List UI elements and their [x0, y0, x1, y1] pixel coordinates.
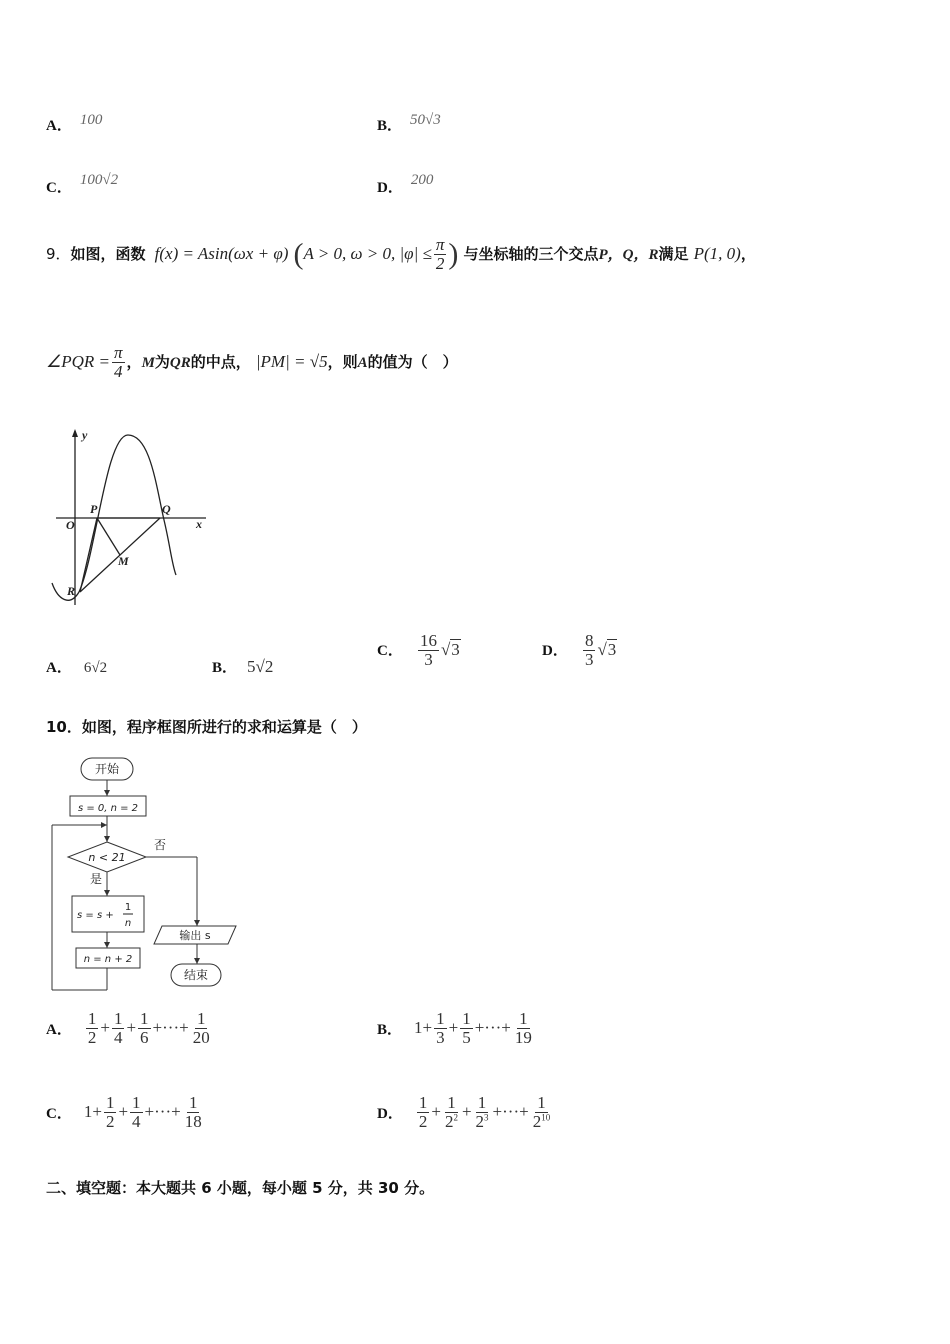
q10-flowchart — [46, 754, 246, 994]
q10-option-a: A． $\frac{1}{2}$ + $\frac{1}{4}$ + $\frac{1}{6}$ +···+ $\frac{1}{20}$ — [46, 1009, 210, 1047]
svg-text:输出 s: 输出 s — [179, 929, 211, 942]
q10-option-c: C． 1 + $\frac{1}{2}$ + $\frac{1}{4}$ +···+ $\frac{1}{18}$ — [46, 1093, 202, 1131]
segment-PM — [97, 518, 120, 555]
q8-option-d: D． 200 — [377, 172, 434, 196]
svg-text:结束: 结束 — [183, 968, 209, 982]
q9-option-b: B． 5√2 — [212, 657, 274, 676]
svg-text:n < 21: n < 21 — [88, 851, 126, 864]
q9-option-d: D． $\frac{8}{3}$ √3 — [542, 631, 617, 669]
svg-text:s = 0, n = 2: s = 0, n = 2 — [77, 803, 139, 814]
q10-option-d: D． $\frac{1}{2}$ + $\frac{1}{2^2}$ + $\frac{1}{2^3}$ +···+ $\frac{1}{2^{10}}$ — [377, 1093, 551, 1131]
q9-stem-line2: ∠PQR = $\frac{\pi}{4}$ ，M为QR的中点， |PM| = √5，则A的值为（ ） — [46, 343, 458, 381]
svg-text:Q: Q — [162, 502, 171, 516]
svg-text:y: y — [82, 428, 88, 442]
q9-graph — [46, 425, 226, 610]
svg-text:M: M — [118, 554, 129, 568]
svg-text:O: O — [66, 518, 75, 532]
svg-text:s = s +: s = s + — [77, 910, 114, 921]
svg-text:1: 1 — [124, 902, 132, 913]
q10-stem: 10．如图，程序框图所进行的求和运算是（ ） — [46, 718, 367, 736]
svg-text:P: P — [90, 502, 98, 516]
segment-PR — [80, 518, 97, 592]
section-2-heading: 二、填空题：本大题共 6 小题，每小题 5 分，共 30 分。 — [46, 1179, 435, 1197]
q8-option-b: B． 50√3 — [377, 112, 441, 134]
svg-text:R: R — [67, 584, 76, 598]
q10-option-b: B． 1 + $\frac{1}{3}$ + $\frac{1}{5}$ +···+ $\frac{1}{19}$ — [377, 1009, 532, 1047]
svg-text:是: 是 — [90, 872, 103, 886]
svg-text:开始: 开始 — [94, 762, 120, 776]
svg-text:n = n + 2: n = n + 2 — [83, 954, 133, 965]
svg-text:n: n — [124, 918, 132, 929]
q9-option-c: C． $\frac{16}{3}$ √3 — [377, 631, 460, 669]
svg-text:x: x — [196, 517, 202, 531]
svg-text:否: 否 — [154, 838, 167, 852]
q9-option-a: A． 6√2 — [46, 660, 108, 676]
y-arrow — [72, 429, 78, 437]
q9-stem-line1: 9．如图，函数 f(x) = Asin(ωx + φ) (A > 0, ω > 0, |φ| ≤ $\frac{\pi}{2}$ ) 与坐标轴的三个交点P，Q，R满足 P(1, 0)， — [46, 235, 756, 273]
q8-option-c: C． 100√2 — [46, 172, 119, 196]
q8-option-a: A． 100 — [46, 112, 103, 134]
